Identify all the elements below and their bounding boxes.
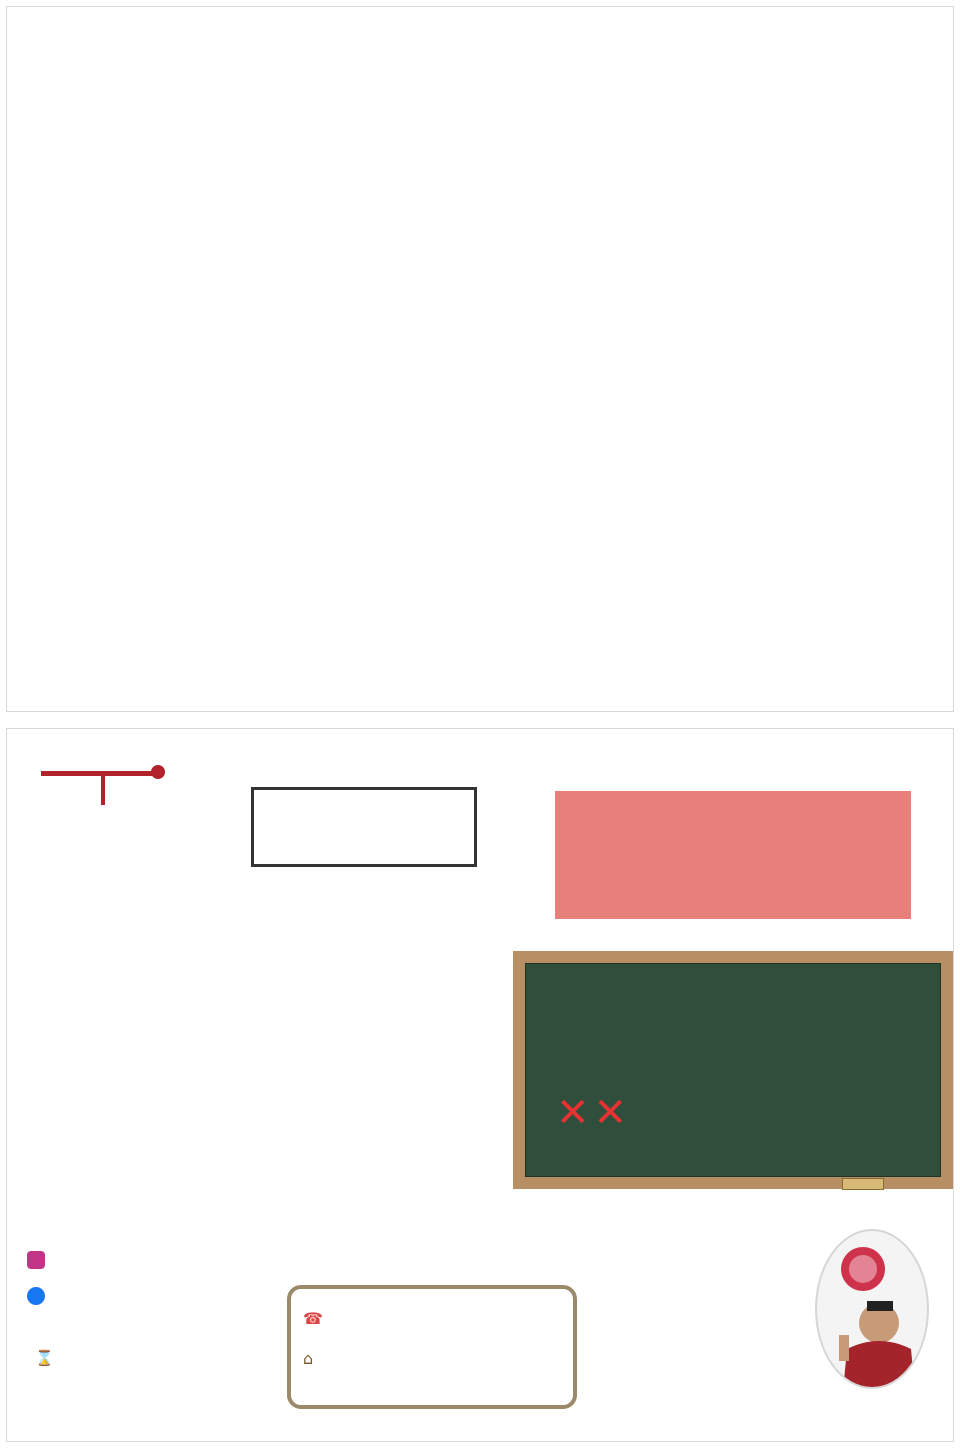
owner-portrait-drawing bbox=[817, 1231, 929, 1389]
service-fee-notice bbox=[555, 791, 911, 919]
address-line bbox=[303, 1349, 313, 1368]
phone-icon: ☎ bbox=[303, 1309, 323, 1328]
instagram-handle[interactable] bbox=[27, 1251, 53, 1269]
owner-portrait bbox=[815, 1229, 929, 1389]
phone-line[interactable] bbox=[303, 1309, 323, 1328]
chalkboard bbox=[513, 951, 953, 1189]
cross-mark-icon: ✕ bbox=[593, 1090, 632, 1136]
contact-box bbox=[287, 1285, 577, 1409]
hourglass-icon: ⌛ bbox=[35, 1349, 54, 1367]
facebook-icon bbox=[27, 1287, 45, 1305]
feast-title-box bbox=[251, 787, 477, 867]
chalk-eraser-icon bbox=[842, 1178, 884, 1190]
rope-vertical bbox=[101, 775, 105, 805]
house-icon: ⌂ bbox=[303, 1349, 314, 1368]
board-slogan bbox=[556, 1090, 631, 1136]
hours-title bbox=[35, 1349, 54, 1367]
chalkboard-surface bbox=[525, 963, 941, 1177]
menu-page-bottom bbox=[6, 728, 954, 1442]
menu-page-top bbox=[6, 6, 954, 712]
rope-end-knob bbox=[151, 765, 165, 779]
facebook-page[interactable] bbox=[27, 1287, 53, 1305]
cross-mark-icon: ✕ bbox=[556, 1090, 594, 1136]
instagram-icon bbox=[27, 1251, 45, 1269]
